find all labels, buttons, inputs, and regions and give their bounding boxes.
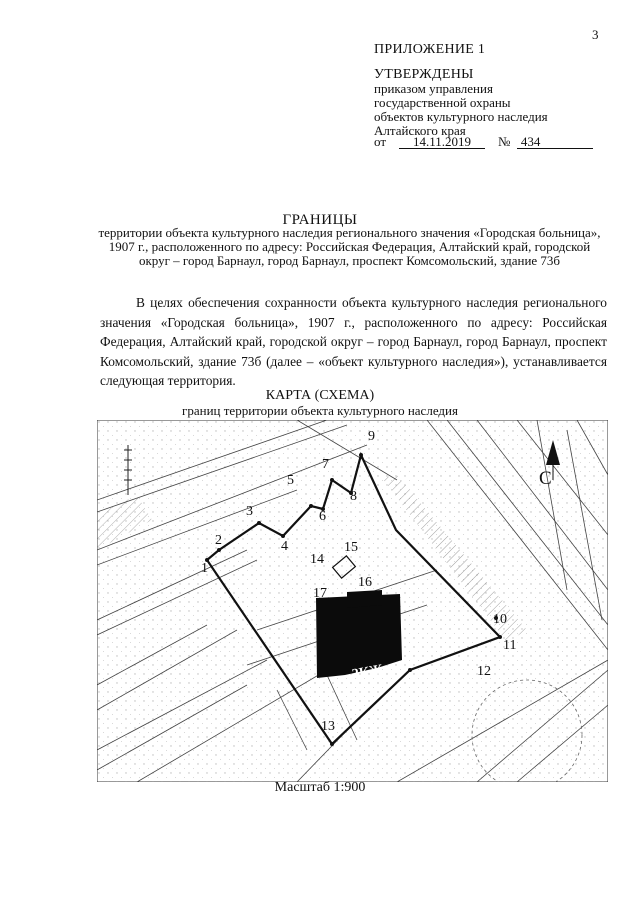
map-title: КАРТА (СХЕМА) xyxy=(265,388,375,403)
map-subtitle: границ территории объекта культурного наследия xyxy=(182,403,458,418)
point-label: 1 xyxy=(201,561,208,576)
approval-line: государственной охраны xyxy=(374,95,511,110)
point-label: 2 xyxy=(215,533,222,548)
point-label: 16 xyxy=(358,575,372,590)
page-number: 3 xyxy=(592,27,599,42)
point-label: 14 xyxy=(310,552,324,567)
building-wing xyxy=(347,590,382,608)
point-label: 12 xyxy=(477,664,491,679)
point-label: 8 xyxy=(350,489,357,504)
document-subtitle: территории объекта культурного наследия регионального значения «Городская больница», 1907 г., расположенного по адресу: Российская Федерация, Алтайский край, городской округ – город Барнаул, город Барнаул, проспект Комсомольский, здание 73б xyxy=(98,225,601,268)
north-label: С xyxy=(539,468,552,489)
approval-line: приказом управления xyxy=(374,81,493,96)
map-scale: Масштаб 1:900 xyxy=(274,780,366,795)
approval-heading: УТВЕРЖДЕНЫ xyxy=(374,67,474,82)
point-label: 7 xyxy=(322,457,329,472)
point-label: 5 xyxy=(287,473,294,488)
point-label: 11 xyxy=(503,638,517,653)
territory-map xyxy=(97,420,608,782)
point-label: 6 xyxy=(319,509,326,524)
point-label: 10 xyxy=(493,612,507,627)
body-paragraph: В целях обеспечения сохранности объекта культурного наследия регионального значения «Городская больница», 1907 г., расположенного по адресу: Российская Федерация, Алтайский край, городской округ – город Барнаул, город Барнаул, проспект Комсомольский, здание 73б (далее – «объект культурного наследия»), устанавливается следующая территория. xyxy=(100,295,607,388)
point-label: 4 xyxy=(281,539,288,554)
point-label: 3 xyxy=(246,504,253,519)
point-label: 13 xyxy=(321,719,335,734)
order-number: 434 xyxy=(517,135,593,149)
number-prefix: № xyxy=(498,134,511,149)
document-title: ГРАНИЦЫ xyxy=(282,212,358,228)
building-label: 2КЖ xyxy=(351,662,385,683)
point-label: 17 xyxy=(313,586,327,601)
approval-block xyxy=(374,68,548,138)
order-date: 14.11.2019 xyxy=(399,135,485,149)
approval-line: объектов культурного наследия xyxy=(374,109,548,124)
appendix-label: ПРИЛОЖЕНИЕ 1 xyxy=(374,42,486,57)
point-label: 15 xyxy=(344,540,358,555)
approval-line: Алтайского края xyxy=(374,123,466,138)
date-prefix: от xyxy=(374,134,387,149)
order-date-number xyxy=(374,134,593,150)
point-label: 9 xyxy=(368,429,375,444)
